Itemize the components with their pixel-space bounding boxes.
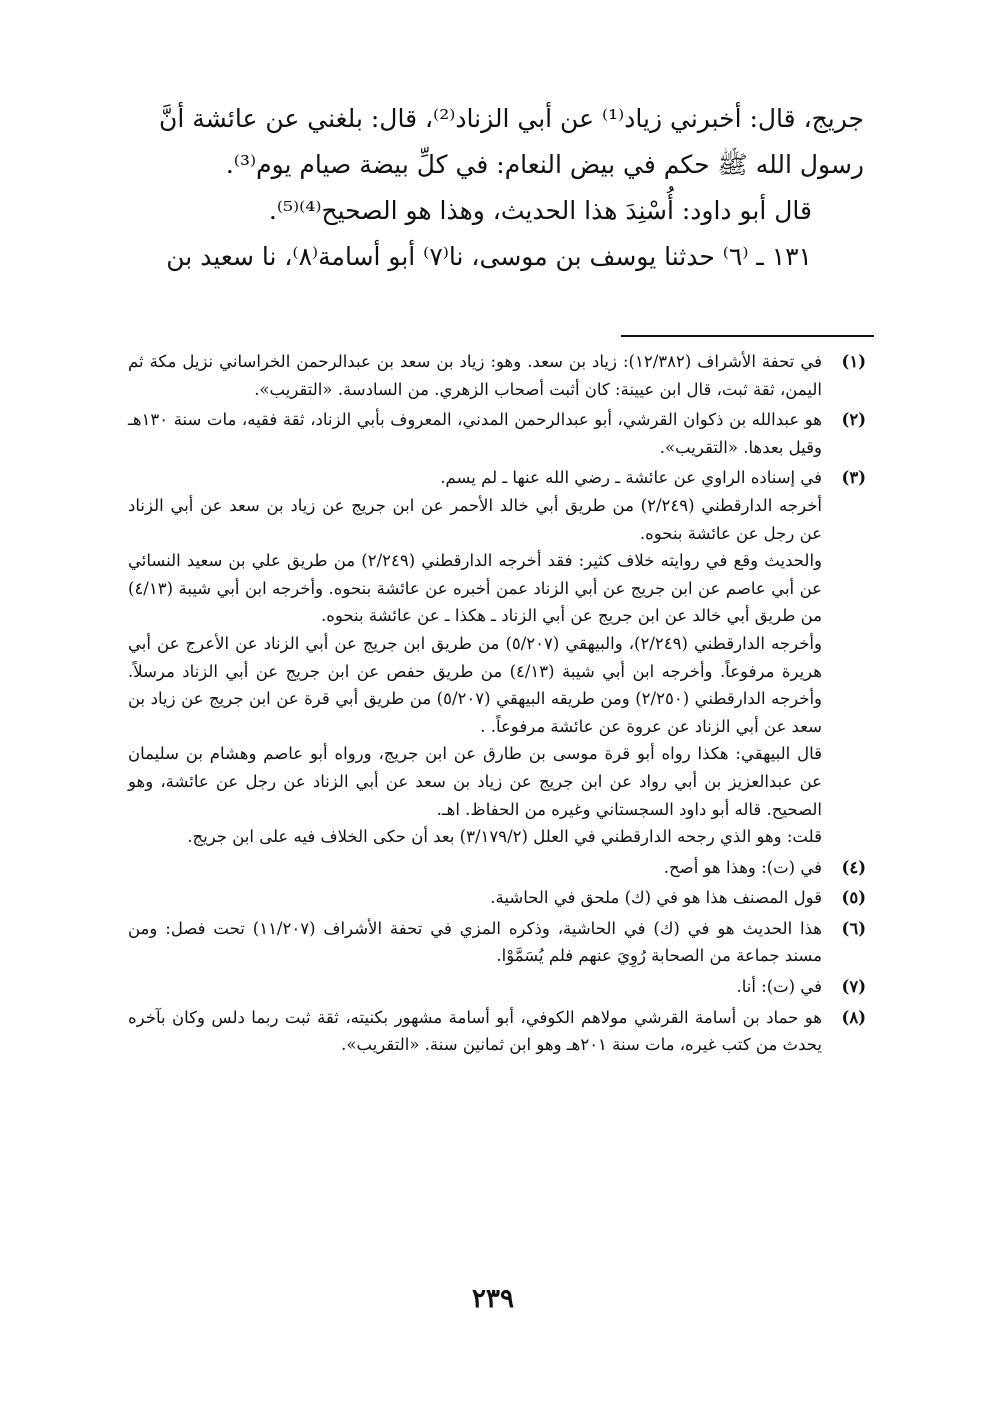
footnote-paragraph: في (ت): أنا. bbox=[736, 977, 822, 997]
footnote-paragraph: هذا الحديث هو في (ك) في الحاشية، وذكره المزي في تحفة الأشراف (١١/٢٠٧) تحت فصل: ومن مسند جماعة من الصحابة رُوِيَ عنهم فلم يُسَمَّوْا. bbox=[128, 918, 823, 966]
main-line: قال أبو داود: أُسْنِدَ هذا الحديث، وهذا هو الصحيح⁽⁴⁾⁽⁵⁾. bbox=[268, 196, 812, 225]
footnote-paragraph: في (ت): وهذا هو أصح. bbox=[663, 857, 822, 877]
footnote-number: (٣) bbox=[841, 468, 866, 488]
main-line: رسول الله ﷺ حكم في بيض النعام: في كلِّ بيضة صيام يوم⁽³⁾. bbox=[225, 150, 864, 179]
footnote-text bbox=[128, 348, 822, 403]
page-number: ٢٣٩ bbox=[472, 1284, 514, 1314]
footnote-text bbox=[128, 1004, 822, 1059]
footnote-paragraph: في إسناده الراوي عن عائشة ـ رضي الله عنها ـ لم يسم. bbox=[440, 468, 822, 488]
footnote-text bbox=[128, 973, 822, 1001]
footnotes bbox=[128, 348, 866, 1062]
main-text bbox=[112, 96, 864, 280]
main-line: ١٣١ ـ ⁽٦⁾ حدثنا يوسف بن موسى، نا⁽٧⁾ أبو أسامة⁽٨⁾، نا سعيد بن bbox=[166, 242, 812, 271]
footnote-number: (٤) bbox=[841, 857, 866, 877]
footnote bbox=[128, 348, 866, 403]
footnote-number: (١) bbox=[841, 352, 866, 371]
footnote bbox=[128, 406, 866, 461]
footnote-paragraph: هو عبدالله بن ذكوان القرشي، أبو عبدالرحمن المدني، المعروف بأبي الزناد، ثقة فقيه، مات سنة ١٣٠هـ وقيل بعدها. «التقريب». bbox=[128, 410, 822, 457]
footnote bbox=[128, 973, 866, 1001]
footnote-paragraph: قال البيهقي: هكذا رواه أبو قرة موسى بن طارق عن ابن جريج، ورواه أبو عاصم وهشام بن سليمان عن عبدالعزيز بن أبي رواد عن ابن جريج عن زياد بن سعد عن أبي الزناد عن رجل عن عائشة، وهو الصحيح. قاله أبو داود السجستاني وغيره من الحفاظ. اهـ. bbox=[128, 744, 822, 819]
main-line: جريج، قال: أخبرني زياد⁽¹⁾ عن أبي الزناد⁽²⁾، قال: بلغني عن عائشة أنَّ bbox=[158, 104, 864, 133]
footnote bbox=[128, 884, 866, 912]
footnote-paragraph: قول المصنف هذا هو في (ك) ملحق في الحاشية. bbox=[490, 888, 822, 908]
footnote-separator bbox=[621, 335, 874, 337]
footnote-text bbox=[128, 884, 822, 912]
footnote-paragraph: في تحفة الأشراف (١٢/٣٨٢): زياد بن سعد. وهو: زياد بن سعد بن عبدالرحمن الخراساني نزيل مكة ثم اليمن، ثقة ثبت، قال ابن عيينة: كان أثبت أصحاب الزهري. من السادسة. «التقريب». bbox=[128, 352, 822, 399]
footnote bbox=[128, 1004, 866, 1059]
footnote-paragraph: قلت: وهو الذي رجحه الدارقطني في العلل (٣/١٧٩/٢) بعد أن حكى الخلاف فيه على ابن جريج. bbox=[187, 827, 822, 847]
footnote-text bbox=[128, 915, 822, 970]
footnote-number: (٨) bbox=[841, 1007, 866, 1027]
footnote-paragraph: والحديث وقع في روايته خلاف كثير: فقد أخرجه الدارقطني (٢/٢٤٩) من طريق علي بن سعيد النسائي عن أبي عاصم عن ابن جريج عن أبي الزناد عمن أخبره عن عائشة بنحوه. وأخرجه ابن أبي شيبة (٤/١٣) من طريق أبي خالد عن ابن جريج عن أبي الزناد ـ هكذا ـ عن عائشة بنحوه. bbox=[128, 551, 822, 626]
footnote bbox=[128, 915, 866, 970]
footnote-number: (٦) bbox=[841, 918, 866, 938]
footnote-text bbox=[128, 464, 822, 850]
footnote-number: (٥) bbox=[841, 888, 866, 908]
footnote-paragraph: هو حماد بن أسامة القرشي مولاهم الكوفي، أبو أسامة مشهور بكنيته، ثقة ثبت ربما دلس وكان بآخره يحدث من كتب غيره، مات سنة ٢٠١هـ وهو ابن ثمانين سنة. «التقريب». bbox=[128, 1007, 822, 1055]
footnote-text bbox=[128, 854, 822, 882]
footnote-number: (٧) bbox=[841, 977, 866, 997]
footnote bbox=[128, 854, 866, 882]
footnote-paragraph: أخرجه الدارقطني (٢/٢٤٩) من طريق أبي خالد الأحمر عن ابن جريج عن زياد بن سعد عن أبي الزناد عن رجل عن عائشة بنحوه. bbox=[128, 495, 822, 543]
footnote-paragraph: وأخرجه الدارقطني (٢/٢٤٩)، والبيهقي (٥/٢٠٧) من طريق ابن جريج عن أبي الزناد عن الأعرج عن أبي هريرة مرفوعاً. وأخرجه ابن أبي شيبة (٤/١٣) من طريق حفص عن ابن جريج عن أبي الزناد مرسلاً. وأخرجه الدارقطني (٢/٢٥٠) ومن طريقه البيهقي (٥/٢٠٧) من طريق أبي قرة عن ابن جريج عن زياد بن سعد عن أبي الزناد عن عروة عن عائشة مرفوعاً. . bbox=[128, 633, 822, 736]
footnote-text bbox=[128, 406, 822, 461]
footnote-number: (٢) bbox=[841, 410, 866, 430]
footnote bbox=[128, 464, 866, 850]
